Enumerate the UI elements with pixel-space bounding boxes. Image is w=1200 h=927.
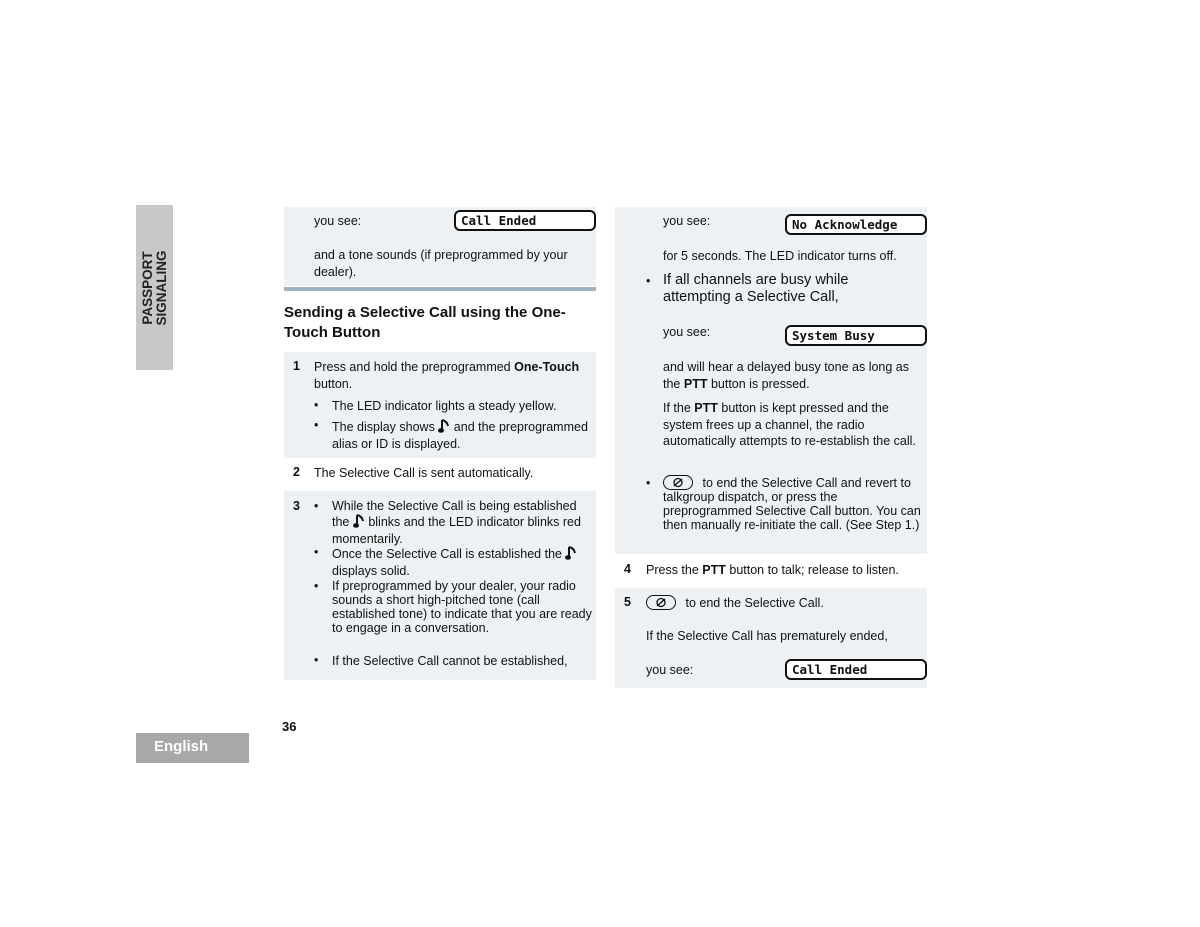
step3-bullet2-a: Once the Selective Call is established the bbox=[332, 547, 566, 561]
end-call-bullet bbox=[663, 475, 921, 532]
step1-bullet2 bbox=[332, 418, 592, 451]
lcd-no-acknowledge: No Acknowledge bbox=[785, 214, 927, 235]
right-you-see-1: you see: bbox=[663, 214, 711, 228]
step3-bullet4: If the Selective Call cannot be established, bbox=[332, 654, 568, 668]
lcd-call-ended-bottom: Call Ended bbox=[785, 659, 927, 680]
step3-bullet2 bbox=[332, 545, 590, 578]
left-you-see: you see: bbox=[314, 214, 362, 228]
step1-text-b: button. bbox=[314, 376, 353, 391]
language-tab bbox=[136, 733, 249, 763]
step3-bullet1 bbox=[332, 499, 582, 546]
lcd-call-ended-top: Call Ended bbox=[454, 210, 596, 231]
step5-number: 5 bbox=[624, 595, 631, 609]
ptt-label: PTT bbox=[694, 401, 718, 415]
step3-bullet2-b: displays solid. bbox=[332, 564, 410, 578]
step1-text-a: Press and hold the preprogrammed bbox=[314, 360, 515, 374]
step4-text-a: Press the bbox=[646, 563, 703, 577]
step4-text-b: button to talk; release to listen. bbox=[725, 563, 899, 577]
step4-number: 4 bbox=[624, 562, 631, 576]
prematurely-text: If the Selective Call has prematurely ended, bbox=[646, 629, 888, 643]
lcd-system-busy: System Busy bbox=[785, 325, 927, 346]
section-rule bbox=[284, 287, 596, 291]
busy-tone-text bbox=[663, 359, 921, 392]
step5-text bbox=[646, 595, 916, 612]
busy-bullet: If all channels are busy while attempting a Selective Call, bbox=[663, 272, 849, 305]
step1-bullet2-a: The display shows bbox=[332, 420, 439, 434]
bullet-dot: • bbox=[314, 653, 319, 667]
end-call-button-icon bbox=[646, 595, 676, 610]
step1-text bbox=[314, 359, 584, 392]
bullet-dot: • bbox=[646, 274, 651, 288]
language-tab-label: English bbox=[154, 738, 209, 755]
bullet-dot: • bbox=[646, 476, 651, 490]
step1-bullet1: The LED indicator lights a steady yellow. bbox=[332, 399, 557, 413]
step2-text: The Selective Call is sent automatically. bbox=[314, 466, 534, 480]
busy-tone-b: button is pressed. bbox=[707, 376, 810, 391]
kept-b: button is kept pressed and the system frees up a channel, the radio automatically attempts to re-establish the call. bbox=[663, 401, 916, 448]
music-note-icon bbox=[565, 545, 577, 564]
right-you-see-2: you see: bbox=[663, 325, 711, 339]
step4-text bbox=[646, 562, 926, 579]
side-tab-line2: SIGNALING bbox=[153, 249, 169, 326]
step5-text-label: to end the Selective Call. bbox=[682, 596, 824, 610]
section-side-tab bbox=[136, 205, 173, 370]
page-number: 36 bbox=[282, 719, 297, 734]
kept-a: If the bbox=[663, 401, 695, 415]
busy-tone-a: and will hear a delayed busy tone as long as the bbox=[663, 360, 909, 391]
step1-bullet2-b: and the preprogrammed alias or ID is displayed. bbox=[332, 420, 588, 451]
step1-number: 1 bbox=[293, 359, 300, 373]
end-call-bullet-text: to end the Selective Call and revert to talkgroup dispatch, or press the preprogrammed Selective Call button. You can then manually re-initiate the call. (See Step 1.) bbox=[663, 476, 921, 532]
step3-bullet1-b: blinks and the LED indicator blinks red momentarily. bbox=[332, 515, 581, 546]
bullet-dot: • bbox=[314, 579, 319, 593]
end-call-button-icon bbox=[663, 475, 693, 490]
right-you-see-3: you see: bbox=[646, 663, 694, 677]
side-tab-line1: PASSPORT bbox=[139, 250, 155, 325]
bullet-dot: • bbox=[314, 499, 319, 513]
five-seconds-text: for 5 seconds. The LED indicator turns off. bbox=[663, 249, 897, 263]
step3-bullet3: If preprogrammed by your dealer, your radio sounds a short high-pitched tone (call established tone) to indicate that you are ready to engage in a conversation. bbox=[332, 579, 592, 635]
step2-number: 2 bbox=[293, 465, 300, 479]
step3-bullet1-a: While the Selective Call is being established the bbox=[332, 499, 577, 529]
step3-number: 3 bbox=[293, 499, 300, 513]
bullet-dot: • bbox=[314, 418, 319, 432]
bullet-dot: • bbox=[314, 545, 319, 559]
one-touch-label: One-Touch bbox=[514, 360, 580, 374]
ptt-label: PTT bbox=[683, 376, 708, 391]
ptt-kept-text bbox=[663, 400, 921, 450]
ptt-label: PTT bbox=[702, 563, 726, 577]
music-note-icon bbox=[353, 513, 365, 532]
left-tone-text: and a tone sounds (if preprogrammed by your dealer). bbox=[314, 248, 568, 279]
bullet-dot: • bbox=[314, 398, 319, 412]
section-heading: Sending a Selective Call using the One-Touch Button bbox=[284, 304, 566, 341]
music-note-icon bbox=[438, 418, 450, 437]
